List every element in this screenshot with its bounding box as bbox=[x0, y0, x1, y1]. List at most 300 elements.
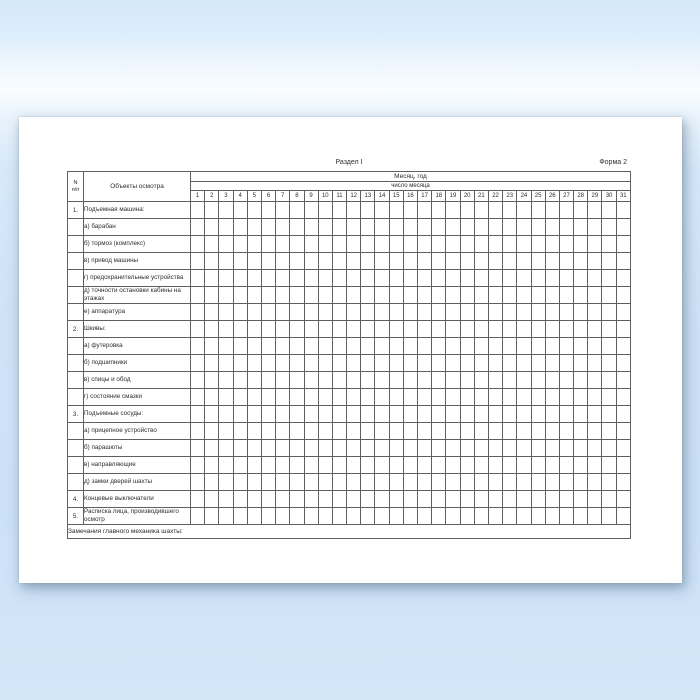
row-number: 5. bbox=[68, 508, 84, 525]
day-cell bbox=[574, 440, 588, 457]
day-cell bbox=[446, 287, 460, 304]
day-cell bbox=[205, 287, 219, 304]
day-cell bbox=[219, 423, 233, 440]
day-cell bbox=[602, 423, 616, 440]
table-row bbox=[68, 406, 631, 423]
day-cell bbox=[503, 202, 517, 219]
row-number: 1. bbox=[68, 202, 84, 219]
day-cell bbox=[616, 236, 630, 253]
day-cell bbox=[531, 389, 545, 406]
day-cell bbox=[219, 474, 233, 491]
day-cell bbox=[432, 355, 446, 372]
day-cell bbox=[375, 355, 389, 372]
day-column-header: 26 bbox=[545, 191, 559, 202]
day-cell bbox=[418, 389, 432, 406]
day-cell bbox=[460, 457, 474, 474]
day-cell bbox=[460, 389, 474, 406]
day-cell bbox=[375, 389, 389, 406]
day-cell bbox=[205, 270, 219, 287]
day-cell bbox=[389, 321, 403, 338]
day-cell bbox=[276, 338, 290, 355]
day-cell bbox=[403, 321, 417, 338]
day-cell bbox=[616, 270, 630, 287]
day-cell bbox=[403, 270, 417, 287]
day-cell bbox=[559, 253, 573, 270]
day-cell bbox=[432, 372, 446, 389]
day-cell bbox=[460, 423, 474, 440]
day-cell bbox=[474, 372, 488, 389]
day-cell bbox=[361, 508, 375, 525]
day-cell bbox=[474, 287, 488, 304]
day-cell bbox=[503, 321, 517, 338]
day-cell bbox=[574, 406, 588, 423]
day-cell bbox=[389, 219, 403, 236]
day-cell bbox=[602, 253, 616, 270]
day-cell bbox=[304, 372, 318, 389]
day-column-header: 30 bbox=[602, 191, 616, 202]
day-cell bbox=[219, 202, 233, 219]
day-cell bbox=[531, 202, 545, 219]
table-row bbox=[68, 236, 631, 253]
day-cell bbox=[205, 440, 219, 457]
day-cell bbox=[474, 338, 488, 355]
day-cell bbox=[517, 321, 531, 338]
day-cell bbox=[616, 457, 630, 474]
day-cell bbox=[460, 508, 474, 525]
day-column-header: 16 bbox=[403, 191, 417, 202]
day-cell bbox=[588, 236, 602, 253]
day-cell bbox=[233, 457, 247, 474]
day-cell bbox=[290, 304, 304, 321]
day-cell bbox=[205, 355, 219, 372]
day-cell bbox=[545, 304, 559, 321]
day-cell bbox=[318, 389, 332, 406]
day-column-header: 28 bbox=[574, 191, 588, 202]
row-label: Подъемные сосуды: bbox=[84, 406, 191, 423]
row-label: г) предохранительные устройства bbox=[84, 270, 191, 287]
day-cell bbox=[446, 423, 460, 440]
day-cell bbox=[474, 253, 488, 270]
day-cell bbox=[247, 321, 261, 338]
day-cell bbox=[545, 440, 559, 457]
day-cell bbox=[191, 372, 205, 389]
day-cell bbox=[347, 491, 361, 508]
day-cell bbox=[403, 287, 417, 304]
day-cell bbox=[332, 423, 346, 440]
day-cell bbox=[517, 355, 531, 372]
day-cell bbox=[531, 270, 545, 287]
day-cell bbox=[602, 304, 616, 321]
day-cell bbox=[517, 440, 531, 457]
day-cell bbox=[460, 474, 474, 491]
day-cell bbox=[503, 270, 517, 287]
day-cell bbox=[261, 270, 275, 287]
day-cell bbox=[361, 406, 375, 423]
day-cell bbox=[375, 406, 389, 423]
day-cell bbox=[389, 236, 403, 253]
day-cell bbox=[247, 287, 261, 304]
day-cell bbox=[432, 406, 446, 423]
day-cell bbox=[247, 508, 261, 525]
day-cell bbox=[347, 287, 361, 304]
day-cell bbox=[290, 423, 304, 440]
day-cell bbox=[446, 355, 460, 372]
day-column-header: 23 bbox=[503, 191, 517, 202]
day-cell bbox=[247, 474, 261, 491]
day-cell bbox=[574, 457, 588, 474]
day-cell bbox=[233, 270, 247, 287]
day-cell bbox=[574, 355, 588, 372]
day-cell bbox=[517, 457, 531, 474]
row-label: а) барабан bbox=[84, 219, 191, 236]
num-header-line2: п/п bbox=[71, 186, 80, 193]
day-cell bbox=[219, 253, 233, 270]
day-cell bbox=[276, 423, 290, 440]
day-cell bbox=[403, 372, 417, 389]
day-cell bbox=[588, 508, 602, 525]
day-cell bbox=[191, 253, 205, 270]
day-cell bbox=[488, 457, 502, 474]
day-cell bbox=[559, 202, 573, 219]
day-column-header: 4 bbox=[233, 191, 247, 202]
day-cell bbox=[375, 219, 389, 236]
day-cell bbox=[588, 219, 602, 236]
day-cell bbox=[233, 389, 247, 406]
day-cell bbox=[375, 236, 389, 253]
day-cell bbox=[318, 440, 332, 457]
day-cell bbox=[545, 338, 559, 355]
day-cell bbox=[432, 287, 446, 304]
day-cell bbox=[559, 304, 573, 321]
row-label: е) аппаратура bbox=[84, 304, 191, 321]
day-cell bbox=[261, 491, 275, 508]
day-cell bbox=[545, 355, 559, 372]
day-cell bbox=[517, 253, 531, 270]
day-cell bbox=[432, 491, 446, 508]
day-cell bbox=[332, 253, 346, 270]
day-cell bbox=[389, 355, 403, 372]
day-cell bbox=[503, 338, 517, 355]
day-column-header: 5 bbox=[247, 191, 261, 202]
day-column-header: 1 bbox=[191, 191, 205, 202]
day-cell bbox=[517, 491, 531, 508]
day-cell bbox=[616, 304, 630, 321]
day-of-month-header: число месяца bbox=[191, 182, 631, 191]
day-cell bbox=[602, 219, 616, 236]
day-cell bbox=[247, 236, 261, 253]
day-cell bbox=[545, 253, 559, 270]
day-cell bbox=[545, 389, 559, 406]
day-cell bbox=[602, 270, 616, 287]
day-cell bbox=[389, 253, 403, 270]
day-cell bbox=[616, 406, 630, 423]
day-cell bbox=[545, 287, 559, 304]
day-cell bbox=[318, 321, 332, 338]
day-cell bbox=[474, 304, 488, 321]
day-column-header: 10 bbox=[318, 191, 332, 202]
day-cell bbox=[574, 389, 588, 406]
day-cell bbox=[517, 219, 531, 236]
day-cell bbox=[290, 321, 304, 338]
row-number: 4. bbox=[68, 491, 84, 508]
day-cell bbox=[588, 423, 602, 440]
caption-row bbox=[67, 159, 631, 171]
day-cell bbox=[361, 321, 375, 338]
row-number bbox=[68, 423, 84, 440]
day-cell bbox=[446, 406, 460, 423]
day-cell bbox=[488, 219, 502, 236]
day-cell bbox=[233, 508, 247, 525]
day-cell bbox=[219, 236, 233, 253]
day-cell bbox=[318, 406, 332, 423]
day-cell bbox=[474, 389, 488, 406]
day-cell bbox=[332, 406, 346, 423]
day-cell bbox=[545, 202, 559, 219]
day-cell bbox=[432, 474, 446, 491]
day-cell bbox=[304, 406, 318, 423]
day-cell bbox=[446, 219, 460, 236]
day-cell bbox=[205, 236, 219, 253]
day-cell bbox=[389, 304, 403, 321]
day-column-header: 2 bbox=[205, 191, 219, 202]
day-cell bbox=[503, 236, 517, 253]
day-cell bbox=[432, 508, 446, 525]
day-cell bbox=[531, 321, 545, 338]
day-cell bbox=[233, 474, 247, 491]
day-cell bbox=[219, 508, 233, 525]
day-cell bbox=[191, 474, 205, 491]
day-cell bbox=[517, 508, 531, 525]
day-cell bbox=[389, 406, 403, 423]
table-row bbox=[68, 508, 631, 525]
day-cell bbox=[191, 270, 205, 287]
day-cell bbox=[261, 236, 275, 253]
day-cell bbox=[318, 236, 332, 253]
day-cell bbox=[488, 406, 502, 423]
table-row bbox=[68, 338, 631, 355]
day-cell bbox=[418, 406, 432, 423]
day-cell bbox=[517, 236, 531, 253]
day-cell bbox=[276, 457, 290, 474]
day-cell bbox=[545, 474, 559, 491]
day-cell bbox=[559, 287, 573, 304]
day-column-header: 29 bbox=[588, 191, 602, 202]
day-cell bbox=[460, 253, 474, 270]
day-cell bbox=[318, 202, 332, 219]
day-cell bbox=[347, 423, 361, 440]
day-cell bbox=[616, 321, 630, 338]
day-cell bbox=[304, 321, 318, 338]
day-cell bbox=[559, 457, 573, 474]
day-cell bbox=[205, 202, 219, 219]
day-cell bbox=[531, 219, 545, 236]
day-cell bbox=[616, 338, 630, 355]
day-cell bbox=[332, 304, 346, 321]
day-cell bbox=[474, 321, 488, 338]
day-cell bbox=[517, 372, 531, 389]
row-label: г) состояние смазки bbox=[84, 389, 191, 406]
day-cell bbox=[616, 202, 630, 219]
day-cell bbox=[517, 304, 531, 321]
day-cell bbox=[290, 355, 304, 372]
day-cell bbox=[261, 287, 275, 304]
day-cell bbox=[446, 508, 460, 525]
day-cell bbox=[261, 253, 275, 270]
day-cell bbox=[247, 270, 261, 287]
row-label: а) футеровка bbox=[84, 338, 191, 355]
day-cell bbox=[446, 321, 460, 338]
day-cell bbox=[403, 355, 417, 372]
day-cell bbox=[602, 457, 616, 474]
day-cell bbox=[460, 219, 474, 236]
day-cell bbox=[233, 355, 247, 372]
day-cell bbox=[276, 219, 290, 236]
day-cell bbox=[304, 270, 318, 287]
day-cell bbox=[347, 389, 361, 406]
day-cell bbox=[290, 474, 304, 491]
day-cell bbox=[290, 338, 304, 355]
day-cell bbox=[233, 253, 247, 270]
day-cell bbox=[460, 236, 474, 253]
day-cell bbox=[233, 321, 247, 338]
day-cell bbox=[361, 474, 375, 491]
day-cell bbox=[531, 355, 545, 372]
table-row bbox=[68, 440, 631, 457]
day-cell bbox=[347, 321, 361, 338]
form-page bbox=[19, 117, 682, 583]
day-cell bbox=[474, 270, 488, 287]
day-cell bbox=[403, 389, 417, 406]
section-label: Раздел I bbox=[335, 159, 363, 166]
day-cell bbox=[191, 321, 205, 338]
day-column-header: 9 bbox=[304, 191, 318, 202]
day-cell bbox=[318, 372, 332, 389]
day-cell bbox=[247, 202, 261, 219]
day-cell bbox=[574, 253, 588, 270]
day-cell bbox=[318, 270, 332, 287]
day-cell bbox=[531, 457, 545, 474]
day-cell bbox=[332, 508, 346, 525]
table-row bbox=[68, 270, 631, 287]
day-column-header: 13 bbox=[361, 191, 375, 202]
day-cell bbox=[347, 474, 361, 491]
day-cell bbox=[616, 423, 630, 440]
day-cell bbox=[233, 372, 247, 389]
day-cell bbox=[361, 423, 375, 440]
row-number bbox=[68, 270, 84, 287]
day-cell bbox=[418, 423, 432, 440]
day-cell bbox=[559, 406, 573, 423]
day-cell bbox=[261, 423, 275, 440]
day-column-header: 8 bbox=[290, 191, 304, 202]
day-cell bbox=[403, 423, 417, 440]
day-cell bbox=[418, 321, 432, 338]
day-cell bbox=[304, 219, 318, 236]
day-cell bbox=[517, 406, 531, 423]
day-cell bbox=[616, 508, 630, 525]
day-cell bbox=[460, 270, 474, 287]
day-cell bbox=[219, 372, 233, 389]
table-row bbox=[68, 321, 631, 338]
day-cell bbox=[375, 372, 389, 389]
row-label: Подъемная машина: bbox=[84, 202, 191, 219]
day-cell bbox=[488, 287, 502, 304]
day-cell bbox=[503, 406, 517, 423]
day-cell bbox=[219, 389, 233, 406]
day-cell bbox=[559, 423, 573, 440]
day-cell bbox=[531, 491, 545, 508]
day-cell bbox=[503, 440, 517, 457]
day-cell bbox=[233, 491, 247, 508]
day-cell bbox=[375, 440, 389, 457]
day-cell bbox=[588, 457, 602, 474]
month-year-header: Месяц, год bbox=[191, 172, 631, 182]
row-label: в) спицы и обод bbox=[84, 372, 191, 389]
day-cell bbox=[588, 474, 602, 491]
day-cell bbox=[332, 236, 346, 253]
day-cell bbox=[347, 355, 361, 372]
day-cell bbox=[191, 440, 205, 457]
day-cell bbox=[602, 406, 616, 423]
day-cell bbox=[332, 287, 346, 304]
day-cell bbox=[446, 372, 460, 389]
day-cell bbox=[247, 389, 261, 406]
day-cell bbox=[574, 219, 588, 236]
row-number bbox=[68, 457, 84, 474]
day-cell bbox=[290, 406, 304, 423]
day-cell bbox=[233, 219, 247, 236]
day-cell bbox=[304, 236, 318, 253]
day-cell bbox=[233, 202, 247, 219]
day-cell bbox=[531, 508, 545, 525]
day-cell bbox=[261, 372, 275, 389]
day-cell bbox=[347, 508, 361, 525]
day-cell bbox=[233, 406, 247, 423]
day-cell bbox=[517, 474, 531, 491]
day-cell bbox=[304, 508, 318, 525]
row-label: д) точности остановки кабины на этажах bbox=[84, 287, 191, 304]
day-cell bbox=[602, 508, 616, 525]
day-cell bbox=[460, 355, 474, 372]
day-cell bbox=[290, 372, 304, 389]
day-cell bbox=[304, 355, 318, 372]
day-cell bbox=[616, 440, 630, 457]
day-cell bbox=[361, 338, 375, 355]
table-row bbox=[68, 253, 631, 270]
day-cell bbox=[588, 491, 602, 508]
day-cell bbox=[488, 253, 502, 270]
day-cell bbox=[219, 270, 233, 287]
day-cell bbox=[531, 304, 545, 321]
day-cell bbox=[375, 508, 389, 525]
day-cell bbox=[574, 304, 588, 321]
day-column-header: 31 bbox=[616, 191, 630, 202]
day-cell bbox=[375, 457, 389, 474]
row-number bbox=[68, 287, 84, 304]
day-cell bbox=[290, 440, 304, 457]
day-cell bbox=[616, 219, 630, 236]
day-cell bbox=[347, 372, 361, 389]
day-cell bbox=[559, 372, 573, 389]
day-cell bbox=[332, 372, 346, 389]
table-row bbox=[68, 287, 631, 304]
day-cell bbox=[261, 474, 275, 491]
day-cell bbox=[503, 474, 517, 491]
day-cell bbox=[276, 508, 290, 525]
day-cell bbox=[545, 406, 559, 423]
day-column-header: 17 bbox=[418, 191, 432, 202]
day-cell bbox=[191, 304, 205, 321]
